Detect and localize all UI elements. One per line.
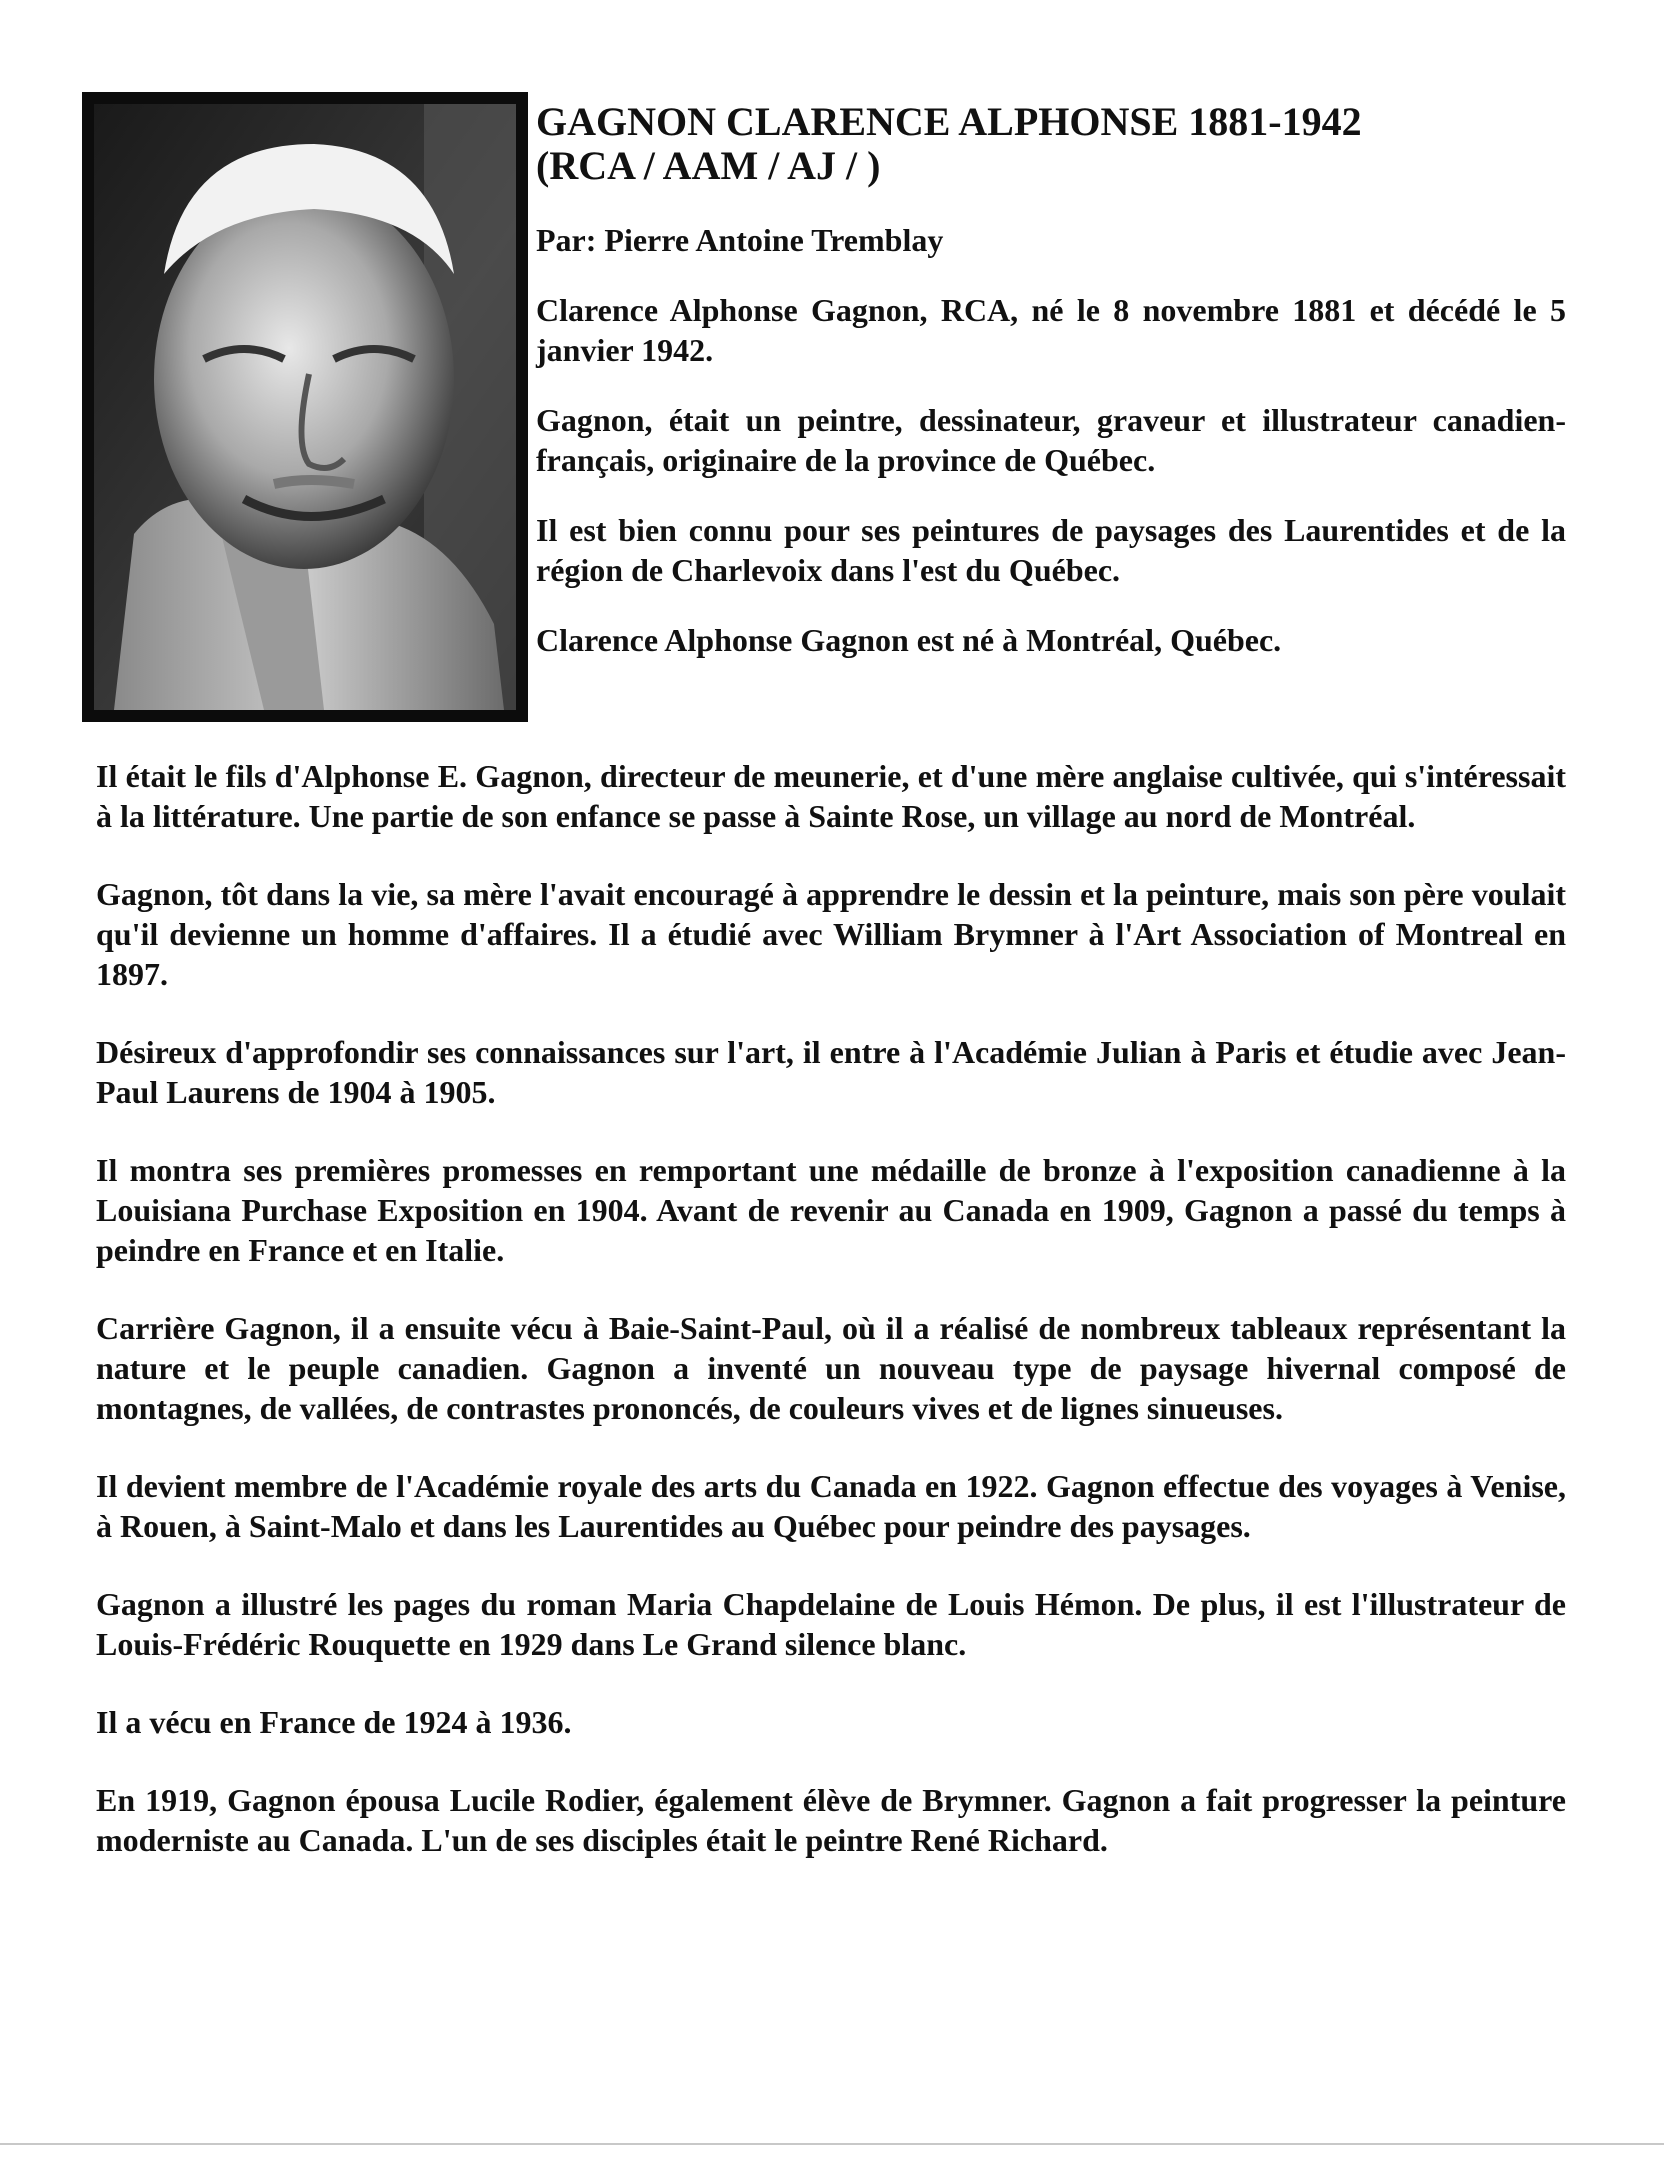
intro-paragraph: Gagnon, était un peintre, dessinateur, graveur et illustrateur canadien-français, originaire de la province de Québec. [536,402,1566,478]
body-paragraph: Il a vécu en France de 1924 à 1936. [96,1704,572,1740]
title-line-2: (RCA / AAM / AJ / ) [536,143,881,188]
document-title [536,100,1566,188]
body-paragraph: Carrière Gagnon, il a ensuite vécu à Baie-Saint-Paul, où il a réalisé de nombreux tableaux représentant la nature et le peuple canadien. Gagnon a inventé un nouveau type de paysage hivernal composé de montagnes, de vallées, de contrastes prononcés, de couleurs vives et de lignes sinueuses. [96,1310,1566,1426]
scan-edge-line [0,2143,1664,2145]
intro-paragraph: Il est bien connu pour ses peintures de paysages des Laurentides et de la région de Charlevoix dans l'est du Québec. [536,512,1566,588]
body-paragraph: Désireux d'approfondir ses connaissances sur l'art, il entre à l'Académie Julian à Paris et étudie avec Jean-Paul Laurens de 1904 à 1905. [96,1034,1566,1110]
body-paragraph: Gagnon a illustré les pages du roman Maria Chapdelaine de Louis Hémon. De plus, il est l'illustrateur de Louis-Frédéric Rouquette en 1929 dans Le Grand silence blanc. [96,1586,1566,1662]
portrait-image [94,104,516,710]
body-paragraph: Il était le fils d'Alphonse E. Gagnon, directeur de meunerie, et d'une mère anglaise cultivée, qui s'intéressait à la littérature. Une partie de son enfance se passe à Sainte Rose, un village au nord de Montréal. [96,758,1566,834]
header-block [536,100,1566,660]
body-paragraph: En 1919, Gagnon épousa Lucile Rodier, également élève de Brymner. Gagnon a fait progresser la peinture moderniste au Canada. L'un de ses disciples était le peintre René Richard. [96,1782,1566,1858]
author-byline: Par: Pierre Antoine Tremblay [536,222,944,258]
body-text [96,756,1566,1898]
body-paragraph: Il montra ses premières promesses en remportant une médaille de bronze à l'exposition canadienne à la Louisiana Purchase Exposition en 1904. Avant de revenir au Canada en 1909, Gagnon a passé du temps à peindre en France et en Italie. [96,1152,1566,1268]
intro-paragraph: Clarence Alphonse Gagnon, RCA, né le 8 novembre 1881 et décédé le 5 janvier 1942. [536,292,1566,368]
portrait-photo [82,92,528,722]
intro-paragraph: Clarence Alphonse Gagnon est né à Montréal, Québec. [536,622,1282,658]
body-paragraph: Il devient membre de l'Académie royale des arts du Canada en 1922. Gagnon effectue des voyages à Venise, à Rouen, à Saint-Malo et dans les Laurentides au Québec pour peindre des paysages. [96,1468,1566,1544]
title-line-1: GAGNON CLARENCE ALPHONSE 1881-1942 [536,99,1362,144]
body-paragraph: Gagnon, tôt dans la vie, sa mère l'avait encouragé à apprendre le dessin et la peinture, mais son père voulait qu'il devienne un homme d'affaires. Il a étudié avec William Brymner à l'Art Association of Montreal en 1897. [96,876,1566,992]
